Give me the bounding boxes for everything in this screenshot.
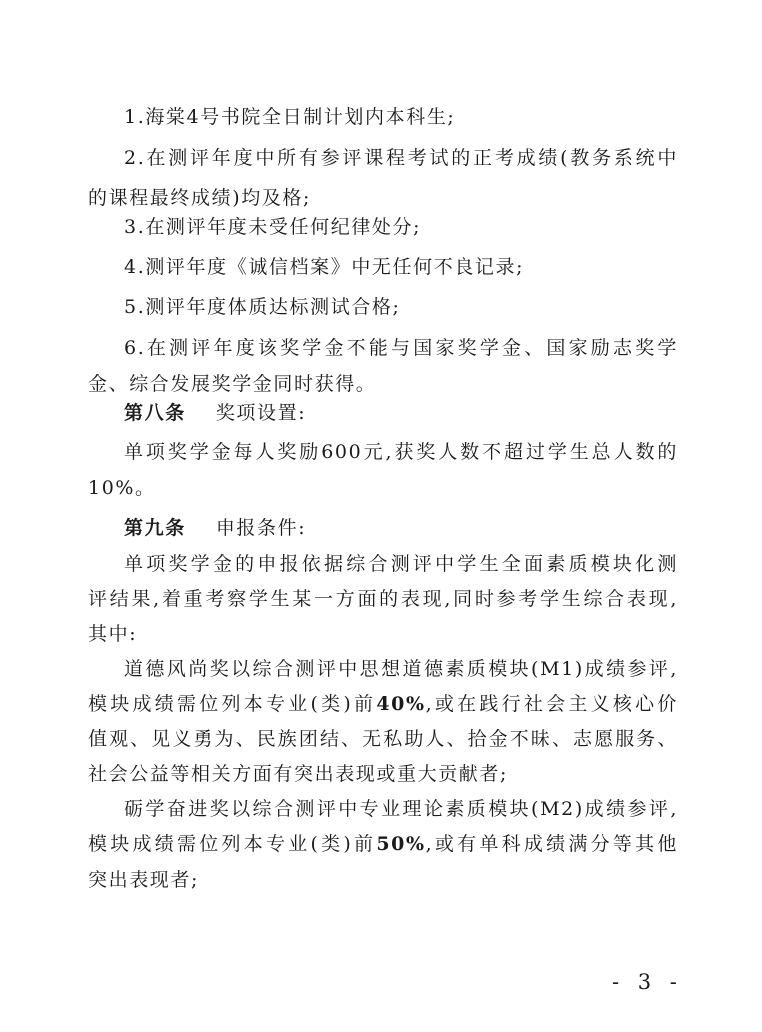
study-award-line-1: 砺学奋进奖以综合测评中专业理论素质模块(M2)成绩参评, (124, 798, 678, 820)
criterion-5: 5.测评年度体质达标测试合格; (124, 296, 401, 318)
moral-award-line-1: 道德风尚奖以综合测评中思想道德素质模块(M1)成绩参评, (124, 658, 678, 680)
article-9-heading: 第九条 (124, 517, 186, 539)
moral-award-line-4: 社会公益等相关方面有突出表现或重大贡献者; (88, 763, 509, 785)
criterion-2-line-2: 的课程最终成绩)均及格; (88, 187, 312, 209)
article-9-heading-line (124, 514, 678, 542)
criterion-6-line-1: 6.在测评年度该奖学金不能与国家奖学金、国家励志奖学 (124, 337, 678, 359)
article-8-line-1: 单项奖学金每人奖励600元,获奖人数不超过学生总人数的 (124, 441, 678, 463)
article-8-heading-line (124, 399, 678, 427)
moral-award-text: 模块成绩需位列本专业(类)前 (88, 693, 377, 715)
article-9-intro-line-3: 其中: (88, 623, 138, 645)
criterion-4: 4.测评年度《诚信档案》中无任何不良记录; (124, 256, 525, 278)
article-8-line-2: 10%。 (88, 477, 156, 499)
moral-award-percent: 40% (376, 693, 426, 715)
moral-award-line-2 (88, 690, 678, 718)
article-8-title: 奖项设置: (215, 402, 307, 424)
study-award-percent: 50% (376, 833, 426, 855)
criterion-1: 1.海棠4号书院全日制计划内本科生; (124, 106, 456, 128)
moral-award-text-cont: ,或在践行社会主义核心价 (425, 693, 678, 715)
article-9-intro-line-1: 单项奖学金的申报依据综合测评中学生全面素质模块化测 (124, 553, 678, 575)
article-9-title: 申报条件: (215, 517, 307, 539)
moral-award-line-3: 值观、见义勇为、民族团结、无私助人、拾金不昧、志愿服务、 (88, 728, 678, 750)
study-award-line-2 (88, 830, 678, 858)
article-8-heading: 第八条 (124, 402, 186, 424)
article-9-intro-line-2: 评结果,着重考察学生某一方面的表现,同时参考学生综合表现, (88, 588, 678, 610)
study-award-text: 模块成绩需位列本专业(类)前 (88, 833, 377, 855)
criterion-3: 3.在测评年度未受任何纪律处分; (124, 216, 422, 238)
page-number: - 3 - (612, 970, 683, 994)
study-award-text-cont: ,或有单科成绩满分等其他 (425, 833, 678, 855)
criterion-6-line-2: 金、综合发展奖学金同时获得。 (88, 373, 377, 395)
criterion-2-line-1: 2.在测评年度中所有参评课程考试的正考成绩(教务系统中 (124, 147, 678, 169)
study-award-line-3: 突出表现者; (88, 869, 200, 891)
